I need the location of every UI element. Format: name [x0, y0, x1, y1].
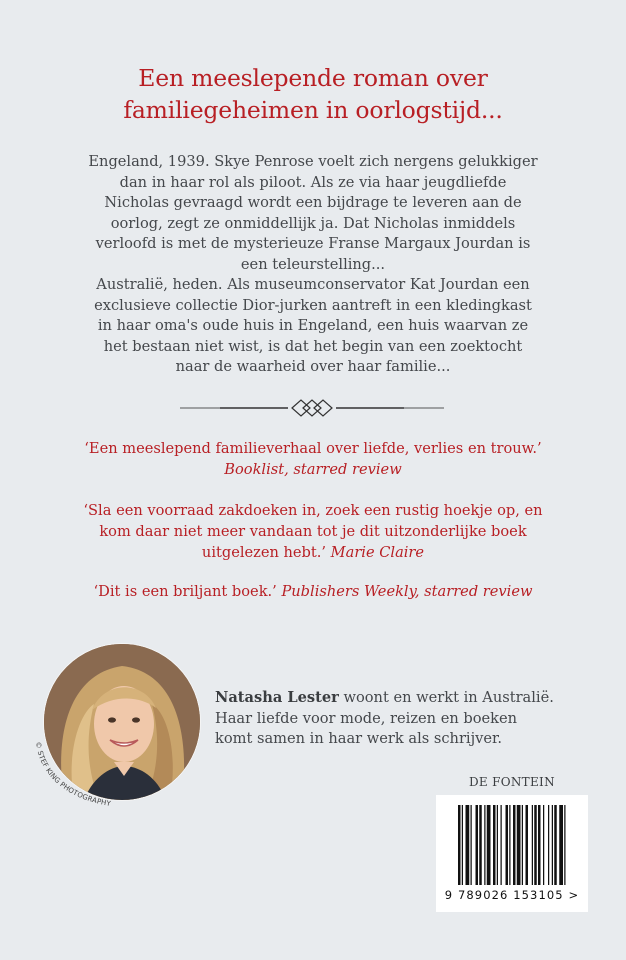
author-bio-text: woont en werkt in Australië. Haar liefde voor mode, reizen en boeken komt samen in haar werk als schrijver. — [215, 689, 554, 748]
quote-text: ‘Sla een voorraad zakdoeken in, zoek een rustig hoekje op, en kom daar niet meer vandaan tot je dit uitzonderlijke boek uitgelezen hebt.’ — [83, 502, 543, 561]
quote-source: Publishers Weekly, starred review — [281, 583, 533, 600]
review-quote-2 — [70, 500, 556, 563]
quote-text: ‘Een meeslepend familieverhaal over liefde, verlies en trouw.’ — [84, 440, 542, 457]
synopsis-paragraph-2: Australië, heden. Als museumconservator Kat Jourdan een exclusieve collectie Dior-jurken aantreft in een kledingkast in haar oma's oude huis in Engeland, een huis waarvan ze het bestaan niet wist, is dat het begin van een zoektocht naar de waarheid over haar familie... — [94, 276, 532, 376]
headline — [0, 62, 626, 126]
isbn-barcode — [436, 795, 588, 912]
quote-source: Booklist, starred review — [224, 461, 402, 478]
isbn-digits: 9 789026 153105 > — [444, 888, 580, 902]
quote-text: ‘Dit is een briljant boek.’ — [93, 583, 277, 600]
publisher-name: DE FONTEIN — [469, 775, 555, 789]
review-quote-1 — [70, 438, 556, 480]
photo-credit-text: © STEF KING PHOTOGRAPHY — [33, 742, 112, 808]
review-quote-3 — [70, 581, 556, 602]
svg-text:© STEF KING PHOTOGRAPHY — [34, 742, 112, 808]
synopsis-paragraph-1: Engeland, 1939. Skye Penrose voelt zich nergens gelukkiger dan in haar rol als piloot. Als ze via haar jeugdliefde Nicholas gevraagd wordt een bijdrage te leveren aan de oorlog, zegt ze onmiddellijk ja. Dat Nicholas inmiddels verloofd is met de mysterieuze Franse Margaux Jourdan is een teleurstelling... — [88, 153, 538, 273]
photo-credit — [28, 742, 148, 812]
quote-source: Marie Claire — [330, 544, 425, 561]
author-bio — [215, 688, 555, 750]
author-name: Natasha Lester — [215, 689, 339, 706]
barcode-bars-icon — [436, 795, 588, 890]
headline-line-1: Een meeslepende roman over — [138, 64, 488, 92]
headline-line-2: familiegeheimen in oorlogstijd... — [123, 96, 503, 124]
ornament-divider-icon — [180, 396, 444, 420]
